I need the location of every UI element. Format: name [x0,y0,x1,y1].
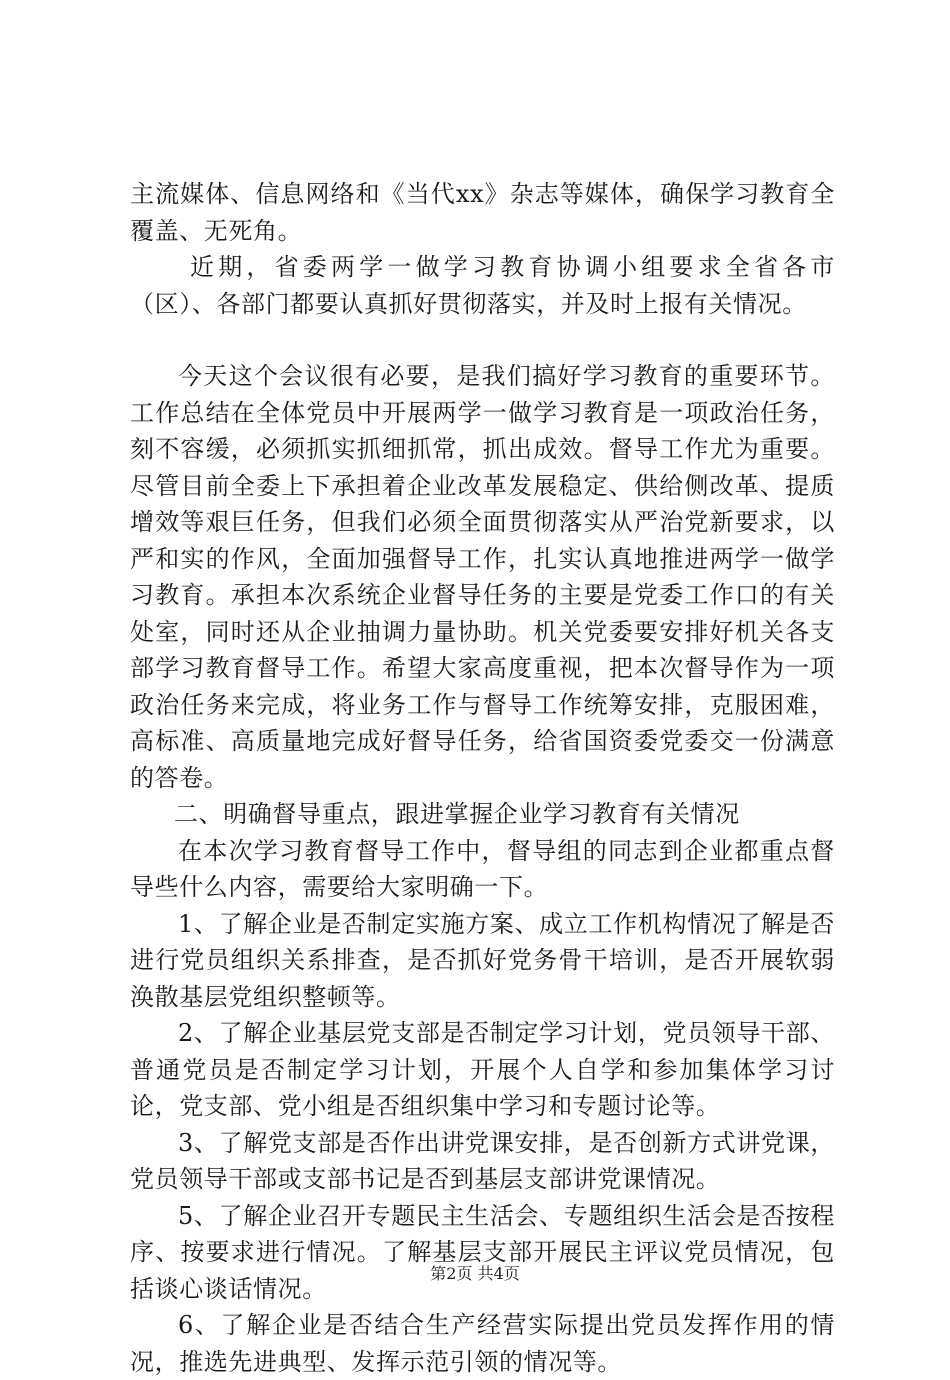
list-item-3: 3、了解党支部是否作出讲党课安排，是否创新方式讲党课，党员领导干部或支部书记是否到基层支部讲党课情况。 [130,1128,835,1193]
paragraph-media-coverage: 主流媒体、信息网络和《当代xx》杂志等媒体，确保学习教育全覆盖、无死角。 [130,180,835,245]
paragraph-recent-requirement: 近期，省委两学一做学习教育协调小组要求全省各市（区）、各部门都要认真抓好贯彻落实，并及时上报有关情况。 [130,253,835,318]
list-item-2: 2、了解企业基层党支部是否制定学习计划，党员领导干部、普通党员是否制定学习计划，开展个人自学和参加集体学习讨论，党支部、党小组是否组织集中学习和专题讨论等。 [130,1019,835,1120]
document-body [130,176,835,1380]
list-item-1: 1、了解企业是否制定实施方案、成立工作机构情况了解是否进行党员组织关系排查，是否抓好党务骨干培训，是否开展软弱涣散基层党组织整顿等。 [130,909,835,1011]
section-heading-supervision-focus: 二、明确督导重点，跟进掌握企业学习教育有关情况 [174,800,740,828]
list-item-6: 6、了解企业是否结合生产经营实际提出党员发挥作用的情况，推选先进典型、发挥示范引领的情况等。 [130,1311,835,1376]
paragraph-meeting-importance: 今天这个会议很有必要，是我们搞好学习教育的重要环节。工作总结在全体党员中开展两学一做学习教育是一项政治任务，刻不容缓，必须抓实抓细抓常，抓出成效。督导工作尤为重要。尽管目前全委上下承担着企业改革发展稳定、供给侧改革、提质增效等艰巨任务，但我们必须全面贯彻落实从严治党新要求，以严和实的作风，全面加强督导工作，扎实认真地推进两学一做学习教育。承担本次系统企业督导任务的主要是党委工作口的有关处室，同时还从企业抽调力量协助。机关党委要安排好机关各支部学习教育督导工作。希望大家高度重视，把本次督导作为一项政治任务来完成，将业务工作与督导工作统筹安排，克服困难，高标准、高质量地完成好督导任务，给省国资委党委交一份满意的答卷。 [130,362,835,792]
paragraph-supervision-intro: 在本次学习教育督导工作中，督导组的同志到企业都重点督导些什么内容，需要给大家明确一下。 [130,836,835,901]
list-item-5: 5、了解企业召开专题民主生活会、专题组织生活会是否按程序、按要求进行情况。了解基层支部开展民主评议党员情况，包括谈心谈话情况。 [130,1201,835,1303]
page-number-footer: 第2页 共4页 [430,1264,520,1283]
